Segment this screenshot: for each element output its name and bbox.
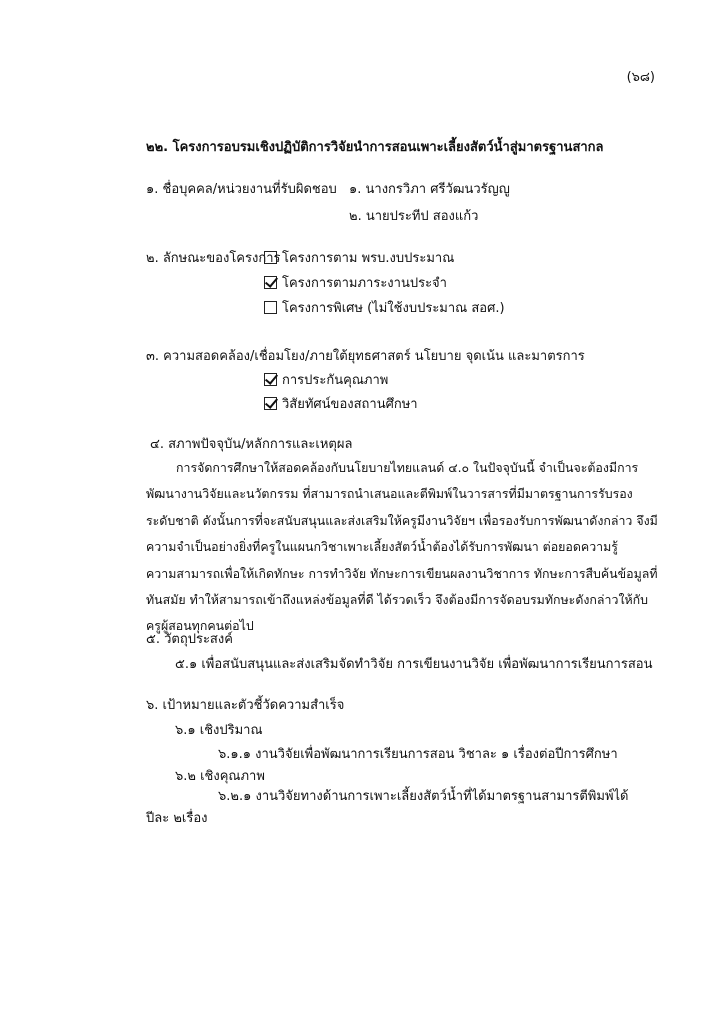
checkbox-checked	[264, 276, 277, 289]
rationale-line: ทันสมัย ทำให้สามารถเข้าถึงแหล่งข้อมูลที่ดี ได้รวดเร็ว จึงต้องมีการจัดอบรมทักษะดังกล่าวให้กับ	[146, 592, 649, 608]
objective-item: ๕.๑ เพื่อสนับสนุนและส่งเสริมจัดทำวิจัย การเขียนงานวิจัย เพื่อพัฒนาการเรียนการสอน	[175, 657, 653, 672]
page-title: ๒๒. โครงการอบรมเชิงปฏิบัติการวิจัยนำการสอนเพาะเลี้ยงสัตว์น้ำสู่มาตรฐานสากล	[146, 140, 604, 155]
alignment-option-2	[264, 393, 418, 414]
option-label: โครงการพิเศษ (ไม่ใช้งบประมาณ สอศ.)	[282, 301, 505, 316]
checkbox-checked	[264, 397, 277, 410]
section5-label: ๕. วัตถุประสงค์	[146, 632, 233, 647]
checkbox-unchecked	[264, 251, 277, 264]
quantity-item: ๖.๑.๑ งานวิจัยเพื่อพัฒนาการเรียนการสอน วิชาละ ๑ เรื่องต่อปีการศึกษา	[218, 747, 618, 762]
rationale-line: ครูผู้สอนทุกคนต่อไป	[146, 618, 254, 634]
rationale-line: ความสามารถเพื่อให้เกิดทักษะ การทำวิจัย ทักษะการเขียนผลงานวิชาการ ทักษะการสืบค้นข้อมูลที่	[146, 565, 658, 581]
page-number: (๖๘)	[626, 70, 655, 85]
quantity-label: ๖.๑ เชิงปริมาณ	[175, 723, 263, 738]
section4-label: ๔. สภาพปัจจุบัน/หลักการและเหตุผล	[150, 437, 353, 452]
rationale-line: การจัดการศึกษาให้สอดคล้องกับนโยบายไทยแลนด์ ๔.๐ ในปัจจุบันนี้ จำเป็นจะต้องมีการ	[176, 460, 639, 475]
checkbox-unchecked	[264, 301, 277, 314]
quality-item: ๖.๒.๑ งานวิจัยทางด้านการเพาะเลี้ยงสัตว์น้ำที่ได้มาตรฐานสามารตีพิมพ์ได้	[218, 789, 629, 804]
option-label: การประกันคุณภาพ	[282, 373, 389, 388]
quality-item-continued: ปีละ ๒เรื่อง	[146, 811, 208, 826]
project-type-option-2	[264, 272, 447, 293]
option-label: โครงการตามภาระงานประจำ	[282, 276, 447, 291]
checkbox-checked	[264, 373, 277, 386]
responsible-person-2: ๒. นายประทีป สองแก้ว	[349, 209, 479, 224]
option-label: โครงการตาม พรบ.งบประมาณ	[282, 251, 455, 266]
quality-label: ๖.๒ เชิงคุณภาพ	[175, 769, 265, 784]
rationale-line: ความจำเป็นอย่างยิ่งที่ครูในแผนกวิชาเพาะเลี้ยงสัตว์น้ำต้องได้รับการพัฒนา ต่อยอดความรู้	[146, 539, 618, 555]
section1-label: ๑. ชื่อบุคคล/หน่วยงานที่รับผิดชอบ	[146, 182, 337, 197]
project-type-option-3	[264, 297, 505, 318]
project-type-option-1	[264, 247, 454, 268]
section6-label: ๖. เป้าหมายและตัวชี้วัดความสำเร็จ	[146, 698, 345, 713]
section2-label: ๒. ลักษณะของโครงการ	[146, 251, 281, 266]
rationale-paragraph	[146, 455, 658, 640]
option-label: วิสัยทัศน์ของสถานศึกษา	[282, 397, 418, 412]
alignment-option-1	[264, 369, 388, 390]
section3-label: ๓. ความสอดคล้อง/เชื่อมโยง/ภายใต้ยุทธศาสตร์ นโยบาย จุดเน้น และมาตรการ	[146, 349, 585, 364]
responsible-person-1: ๑. นางกรวิภา ศรีวัฒนวรัญญู	[349, 182, 510, 197]
rationale-line: ระดับชาติ ดังนั้นการที่จะสนับสนุนและส่งเสริมให้ครูมีงานวิจัยฯ เพื่อรองรับการพัฒนาดังกล่าว จึงมี	[146, 512, 658, 528]
rationale-line: พัฒนางานวิจัยและนวัตกรรม ที่สามารถนำเสนอและตีพิมพ์ในวารสารที่มีมาตรฐานการรับรอง	[146, 486, 633, 502]
